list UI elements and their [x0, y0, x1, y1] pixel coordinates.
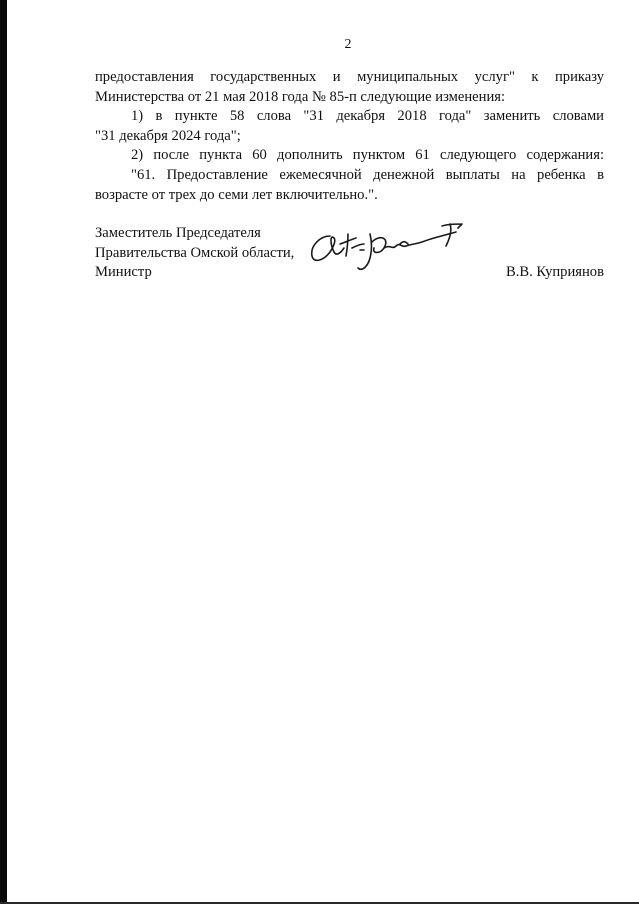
body-line-6: "61. Предоставление ежемесячной денежной выплаты на ребенка в: [131, 166, 604, 183]
signer-name: В.В. Куприянов: [506, 264, 604, 280]
signer-title-line-2: Правительства Омской области,: [95, 244, 295, 261]
body-line-2: Министерства от 21 мая 2018 года № 85-п следующие изменения:: [95, 88, 506, 105]
body-line-7: возрасте от трех до семи лет включительно.".: [95, 186, 378, 203]
signer-title-line-1: Заместитель Председателя: [95, 225, 261, 241]
body-line-5: 2) после пункта 60 дополнить пунктом 61 следующего содержания:: [131, 147, 604, 164]
page-number: 2: [344, 37, 352, 52]
document-body: [95, 68, 604, 205]
scan-edge-left: [0, 0, 7, 904]
handwritten-signature: [300, 214, 470, 278]
signature-block: [95, 224, 604, 283]
body-line-3: 1) в пункте 58 слова "31 декабря 2018 года" заменить словами: [131, 108, 604, 125]
body-line-1: предоставления государственных и муниципальных услуг" к приказу: [95, 69, 604, 85]
body-line-4: "31 декабря 2024 года";: [95, 127, 241, 144]
signer-title-line-3: Министр: [95, 264, 152, 281]
